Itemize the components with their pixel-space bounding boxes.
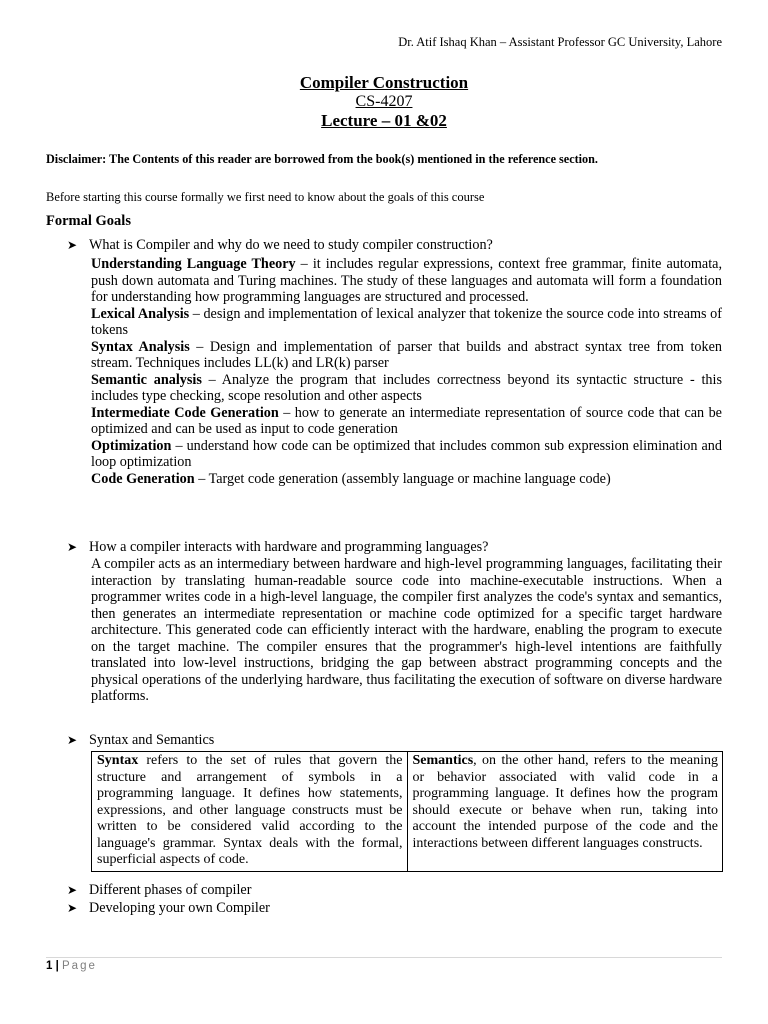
bullet-text: How a compiler interacts with hardware and programming languages? [89, 539, 489, 555]
goal-text: – understand how code can be optimized that includes common sub expression elimination and loop optimization [91, 437, 722, 470]
goal-term: Code Generation [91, 470, 195, 487]
title-block [0, 73, 768, 130]
disclaimer: Disclaimer: The Contents of this reader are borrowed from the book(s) mentioned in the reference section. [46, 152, 598, 166]
syntax-semantics-table [91, 751, 723, 872]
goal-text: – Analyze the program that includes correctness beyond its syntactic structure - this includes type checking, scope resolution and other aspects [91, 371, 722, 404]
arrow-bullet-icon: ➤ [67, 733, 78, 747]
semantics-cell [407, 752, 723, 872]
bullet-item [67, 882, 251, 899]
lecture-title: Lecture – 01 &02 [321, 111, 447, 130]
goal-item [91, 339, 722, 372]
goal-term: Optimization [91, 437, 172, 454]
goal-term: Understanding Language Theory [91, 256, 296, 272]
syntax-text: refers to the set of rules that govern the structure and arrangement of symbols in a programming language. It defines how statements, expressions, and other language constructs must be written to be considered valid according to the language's grammar. Syntax deals with the formal, superficial aspects of code. [97, 753, 403, 867]
arrow-bullet-icon: ➤ [67, 238, 78, 252]
footer-separator: | [52, 960, 63, 972]
bullet-item [67, 539, 488, 556]
bullet-item [67, 732, 214, 749]
bullet-item [67, 237, 493, 254]
goal-term: Intermediate Code Generation [91, 404, 279, 421]
bullet-text: Developing your own Compiler [89, 900, 270, 916]
syntax-cell [92, 752, 408, 872]
bullet-item [67, 900, 270, 917]
goals-list [91, 256, 722, 487]
goal-term: Semantic analysis [91, 371, 202, 388]
author-header: Dr. Atif Ishaq Khan – Assistant Professor GC University, Lahore [398, 35, 722, 49]
footer-divider [46, 957, 722, 958]
arrow-bullet-icon: ➤ [67, 901, 78, 915]
semantics-text: , on the other hand, refers to the meaning or behavior associated with valid code in a programming language. It defines how the program should execute or behave when run, taking into account the intended purpose of the code and the interactions between different languages constructs. [412, 753, 718, 851]
goal-text: – how to generate an intermediate representation of source code that can be optimized and can be used as input to code generation [91, 404, 722, 437]
bullet-text: Different phases of compiler [89, 882, 252, 898]
goal-item [91, 306, 722, 339]
section-heading: Formal Goals [46, 213, 131, 229]
course-title: Compiler Construction [299, 73, 469, 92]
goal-text: – Target code generation (assembly language or machine language code) [194, 470, 611, 487]
page-number: 1 [46, 960, 53, 972]
goal-text: – it includes regular expressions, context free grammar, finite automata, push down automata and Turing machines. The study of these languages and automata will form a foundation for understanding how programming languages are structured and processed. [91, 256, 722, 305]
page-label: Page [62, 960, 97, 972]
intro-text: Before starting this course formally we first need to know about the goals of this course [46, 190, 485, 204]
goal-item [91, 471, 722, 488]
arrow-bullet-icon: ➤ [67, 540, 78, 554]
syntax-term: Syntax [97, 753, 139, 768]
goal-text: – design and implementation of lexical analyzer that tokenize the source code into streams of tokens [91, 305, 722, 338]
bullet-text: Syntax and Semantics [89, 732, 215, 748]
goal-text: – Design and implementation of parser that builds and abstract syntax tree from token stream. Techniques includes LL(k) and LR(k) parser [91, 338, 722, 371]
goal-item [91, 256, 722, 306]
compiler-paragraph: A compiler acts as an intermediary between hardware and high-level programming languages, facilitating their interaction by translating human-readable source code into machine-executable instructions. When a programmer writes code in a high-level language, the compiler first analyzes the code's syntax and semantics, then generates an intermediate representation or machine code optimized for a specific target hardware architecture. This generated code can efficiently interact with the hardware, enabling the program to execute on the target machine. The compiler ensures that the programmer's high-level intentions are faithfully translated into low-level instructions, bridging the gap between abstract programming concepts and the physical operations of the underlying hardware, thus facilitating the execution of software on diverse hardware platforms. [91, 556, 722, 704]
bullet-text: What is Compiler and why do we need to study compiler construction? [89, 237, 493, 253]
goal-item [91, 405, 722, 438]
goal-term: Syntax Analysis [91, 338, 190, 355]
goal-term: Lexical Analysis [91, 305, 190, 322]
goal-item [91, 438, 722, 471]
semantics-term: Semantics [412, 753, 474, 768]
table-row [92, 752, 723, 872]
page-footer [46, 960, 97, 972]
course-code: CS-4207 [355, 93, 413, 110]
arrow-bullet-icon: ➤ [67, 883, 78, 897]
goal-item [91, 372, 722, 405]
